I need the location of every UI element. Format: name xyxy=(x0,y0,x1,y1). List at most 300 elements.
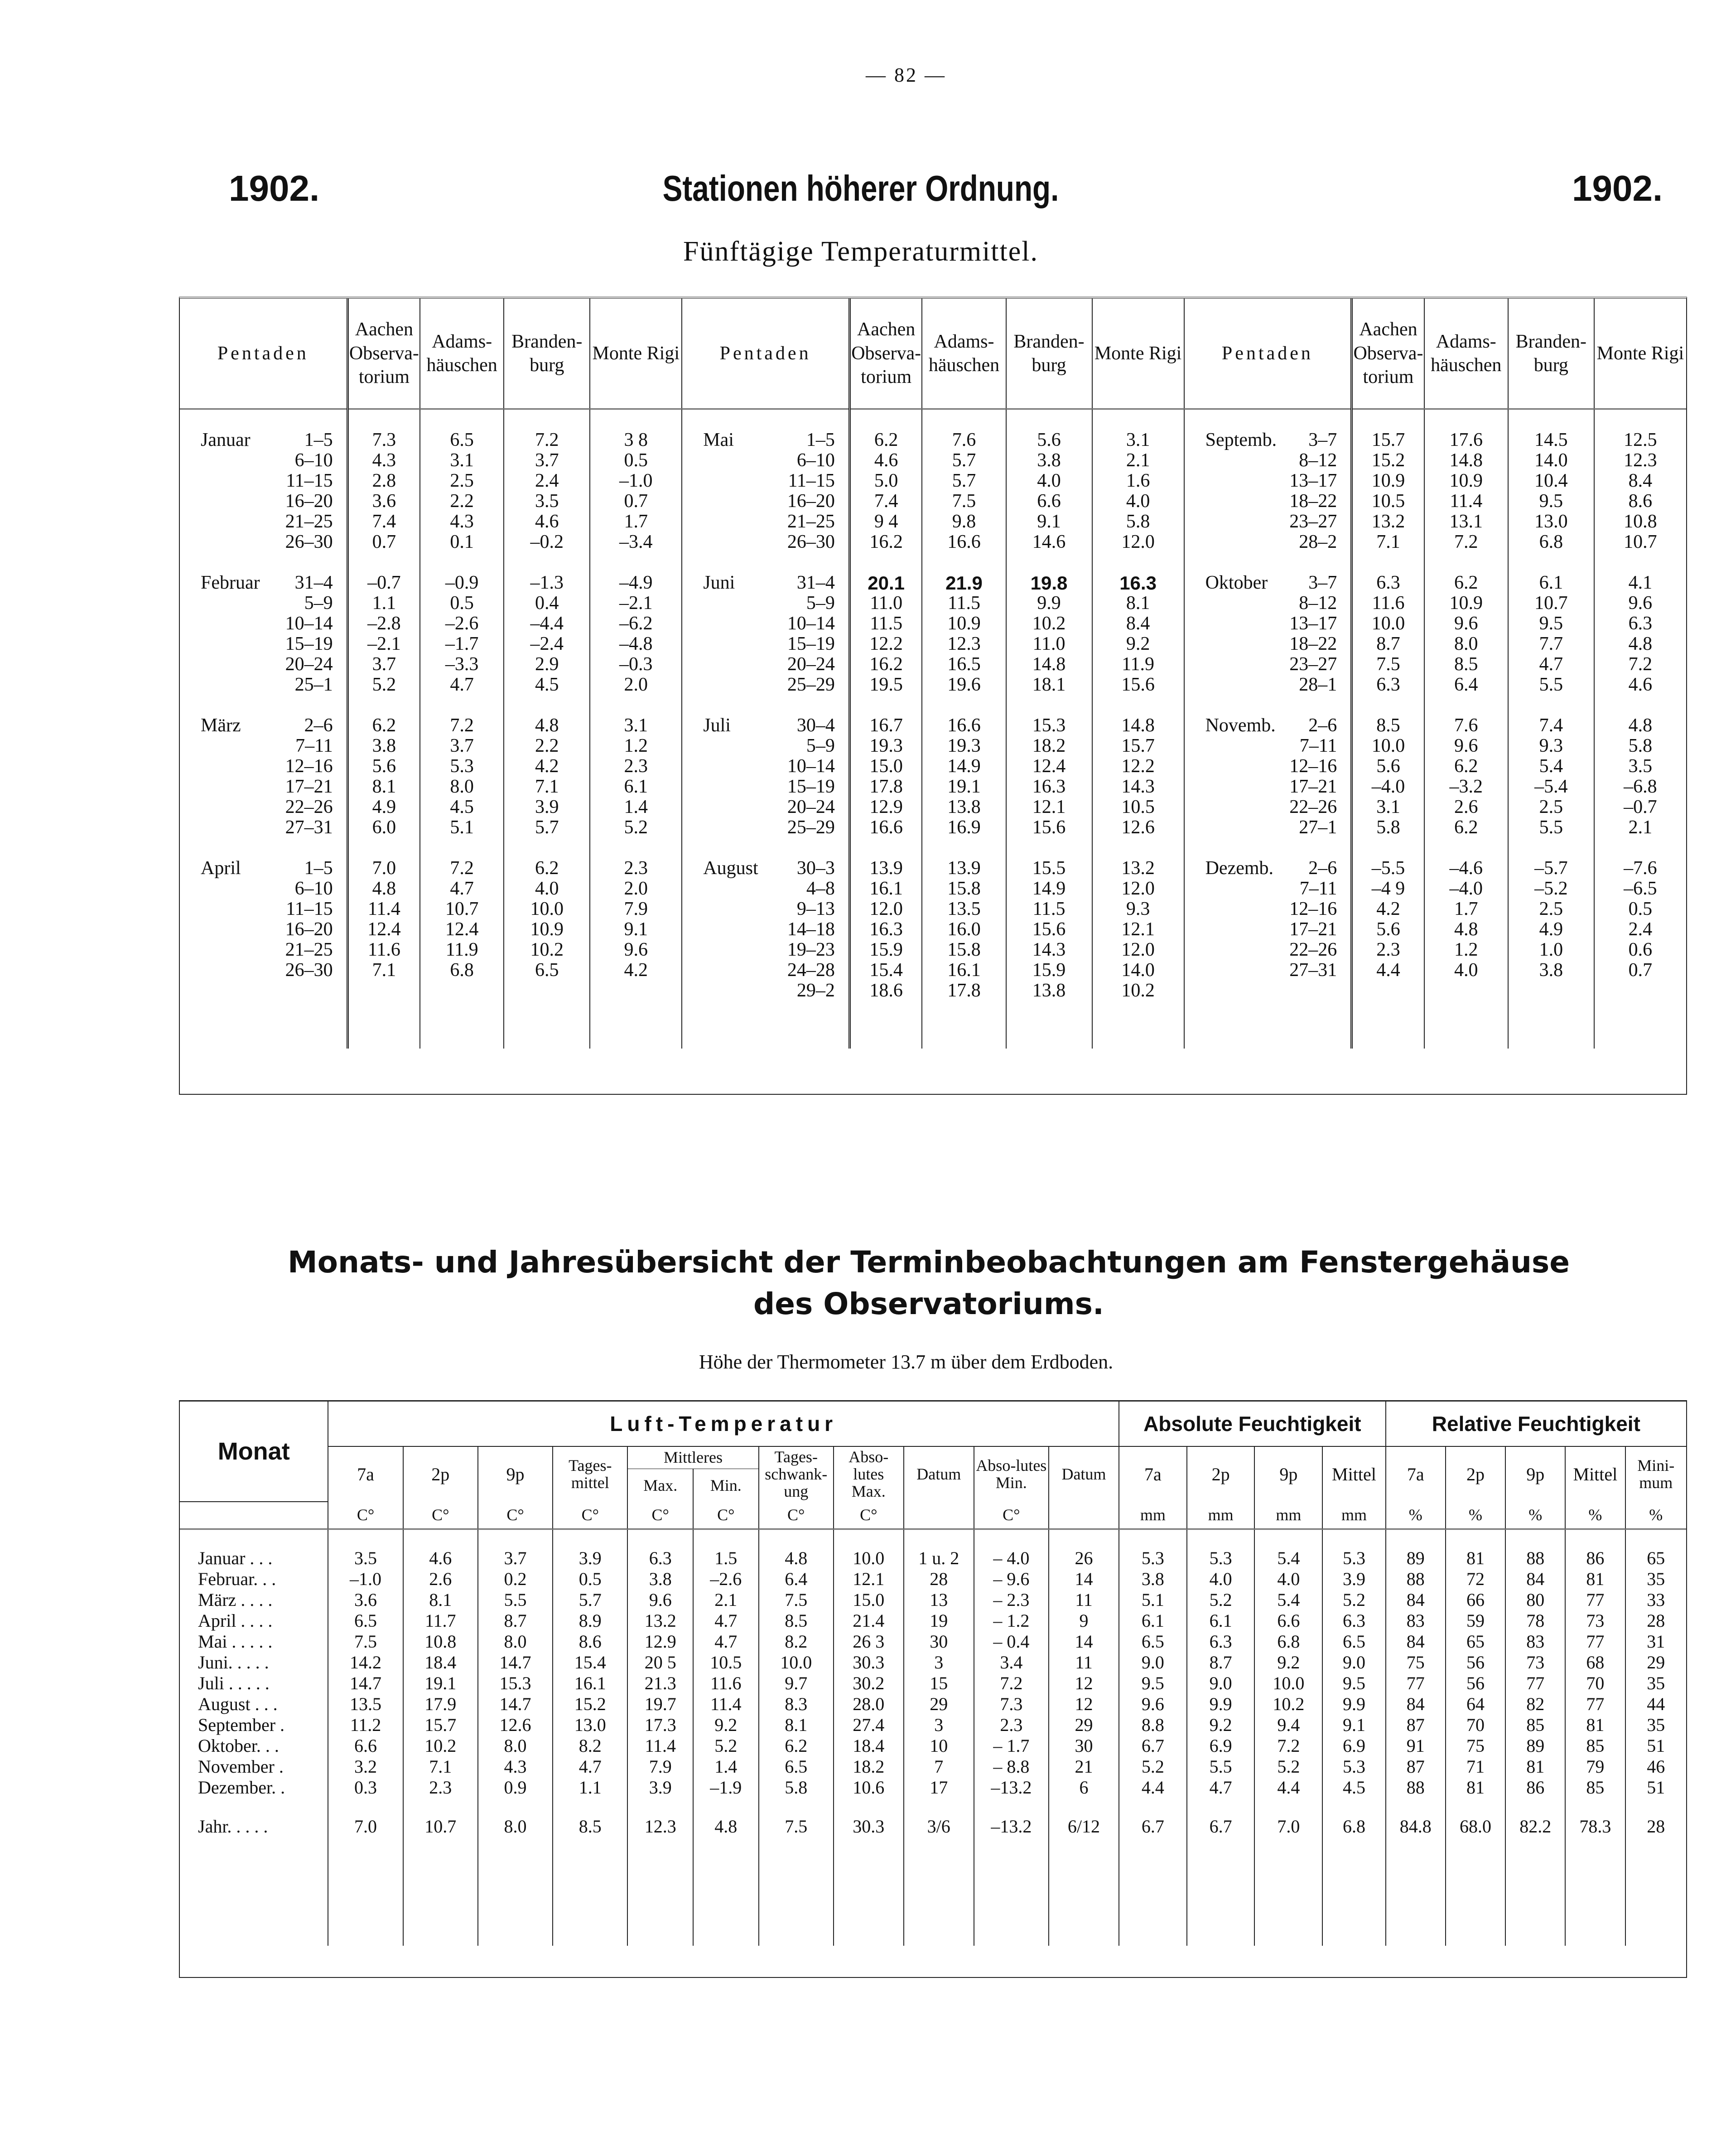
value-cell: 13.2 xyxy=(1352,512,1424,532)
month-label: Januar . . . xyxy=(198,1548,273,1569)
header-pentaden: Pentaden xyxy=(682,299,849,409)
value-cell: 10.4 xyxy=(1508,471,1594,491)
unit-empty xyxy=(904,1502,974,1529)
value-cell: 6.8 xyxy=(1254,1631,1322,1652)
value-cell: 9.6 xyxy=(1594,593,1686,614)
pentade-label xyxy=(180,797,347,817)
spacer-cell xyxy=(1006,409,1092,430)
value-cell: 10.2 xyxy=(1254,1694,1322,1715)
unit-mm: mm xyxy=(1119,1502,1187,1529)
spacer-cell xyxy=(1322,1529,1385,1548)
pentade-label xyxy=(180,654,347,675)
value-cell: 10.8 xyxy=(1594,512,1686,532)
value-cell: 11.0 xyxy=(849,593,922,614)
value-cell: 7.4 xyxy=(347,512,420,532)
value-cell: 4.6 xyxy=(504,512,590,532)
value-cell: 5.2 xyxy=(1254,1756,1322,1777)
value-cell: 1.5 xyxy=(693,1548,759,1569)
value-cell: 12.4 xyxy=(420,919,504,940)
value-cell: 0.4 xyxy=(504,593,590,614)
value-cell: 18.2 xyxy=(1006,736,1092,756)
value-cell: 7.5 xyxy=(759,1816,834,1837)
pentade-range: 5–9 xyxy=(806,593,835,614)
table-row xyxy=(180,573,1686,593)
pentade-label xyxy=(1184,960,1352,981)
pentade-label xyxy=(180,736,347,756)
value-cell: 2.3 xyxy=(1352,940,1424,960)
value-cell: 6.1 xyxy=(590,777,682,797)
value-cell: 14.9 xyxy=(922,756,1006,777)
table-row xyxy=(180,756,1686,777)
value-cell: 70 xyxy=(1446,1715,1505,1735)
value-cell: 8.0 xyxy=(478,1816,553,1837)
value-cell: –2.1 xyxy=(590,593,682,614)
pentade-range: 30–4 xyxy=(796,715,835,736)
value-cell: 3.9 xyxy=(1322,1569,1385,1590)
value-cell: 80 xyxy=(1505,1590,1565,1610)
value-cell: 30.2 xyxy=(834,1673,904,1694)
table-row xyxy=(180,919,1686,940)
table-row xyxy=(180,471,1686,491)
value-cell: 17.3 xyxy=(627,1715,693,1735)
spacer-cell xyxy=(849,1021,922,1049)
spacer-cell xyxy=(922,552,1006,573)
spacer-cell xyxy=(478,1837,553,1946)
value-cell: 4.7 xyxy=(420,879,504,899)
value-cell: 8.0 xyxy=(478,1631,553,1652)
pentade-range: 9–13 xyxy=(796,899,835,919)
value-cell: 13.0 xyxy=(553,1715,627,1735)
value-cell: 9 4 xyxy=(849,512,922,532)
value-cell: 8.6 xyxy=(553,1631,627,1652)
monthly-table xyxy=(179,1400,1687,1978)
spacer-cell xyxy=(1092,552,1184,573)
value-cell: –13.2 xyxy=(974,1777,1049,1798)
value-cell: 0.5 xyxy=(553,1569,627,1590)
value-cell: 9.0 xyxy=(1187,1673,1255,1694)
value-cell xyxy=(1424,981,1508,1001)
value-cell: 1.6 xyxy=(1092,471,1184,491)
pentade-range: 13–17 xyxy=(1289,470,1337,491)
value-cell: 7.2 xyxy=(1254,1735,1322,1756)
unit-percent: % xyxy=(1446,1502,1505,1529)
spacer-cell xyxy=(420,695,504,715)
spacer-cell xyxy=(1508,838,1594,858)
pentade-range: 13–17 xyxy=(1289,613,1337,634)
pentade-range: 27–1 xyxy=(1299,817,1337,838)
value-cell: 4.0 xyxy=(1424,960,1508,981)
spacer-cell xyxy=(1446,1837,1505,1946)
value-cell: 0.6 xyxy=(1594,940,1686,960)
value-cell: 15.5 xyxy=(1006,858,1092,879)
table-row xyxy=(180,450,1686,471)
header-pentaden: Pentaden xyxy=(180,299,347,409)
table-row xyxy=(180,817,1686,838)
value-cell: 15.9 xyxy=(1006,960,1092,981)
table-row xyxy=(180,1548,1686,1569)
value-cell: 11.4 xyxy=(693,1694,759,1715)
pentade-range: 12–16 xyxy=(1289,899,1337,919)
value-cell: 8.0 xyxy=(420,777,504,797)
value-cell: 2.1 xyxy=(693,1590,759,1610)
value-cell: 6.8 xyxy=(420,960,504,981)
value-cell: 7.2 xyxy=(1594,654,1686,675)
value-cell: 10.9 xyxy=(1424,471,1508,491)
value-cell: – 0.4 xyxy=(974,1631,1049,1652)
month-label: September . xyxy=(198,1715,285,1735)
header-luft-temperatur: Luft-Temperatur xyxy=(328,1402,1119,1446)
value-cell: 5.2 xyxy=(1322,1590,1385,1610)
value-cell: 12.0 xyxy=(1092,940,1184,960)
value-cell: 79 xyxy=(1565,1756,1625,1777)
spacer-cell xyxy=(180,1001,347,1021)
value-cell: 6.7 xyxy=(1119,1735,1187,1756)
value-cell: 8.2 xyxy=(759,1631,834,1652)
spacer-cell xyxy=(478,1798,553,1816)
pentade-label xyxy=(180,919,347,940)
value-cell: 10.2 xyxy=(504,940,590,960)
spacer-cell xyxy=(1625,1837,1687,1946)
pentade-label xyxy=(1184,430,1352,450)
header-min: Min. xyxy=(693,1469,759,1502)
spacer-cell xyxy=(1424,838,1508,858)
value-cell: 4.7 xyxy=(1508,654,1594,675)
pentade-label xyxy=(1184,981,1352,1001)
value-cell: 5.6 xyxy=(1352,919,1424,940)
value-cell: 1.7 xyxy=(590,512,682,532)
unit-c: C° xyxy=(834,1502,904,1529)
spacer-cell xyxy=(759,1798,834,1816)
pentade-label xyxy=(1184,940,1352,960)
value-cell: 9.2 xyxy=(1254,1652,1322,1673)
value-cell: 5.8 xyxy=(759,1777,834,1798)
value-cell: 15.4 xyxy=(849,960,922,981)
spacer-cell xyxy=(553,1529,627,1548)
value-cell xyxy=(590,981,682,1001)
pentade-range: 17–21 xyxy=(285,776,333,797)
value-cell: 6.5 xyxy=(1322,1631,1385,1652)
pentade-label xyxy=(180,715,347,736)
value-cell: 6.6 xyxy=(1254,1610,1322,1631)
value-cell: 5.7 xyxy=(553,1590,627,1610)
spacer-cell xyxy=(849,409,922,430)
value-cell: 6.5 xyxy=(328,1610,403,1631)
value-cell: – 1.7 xyxy=(974,1735,1049,1756)
pentade-range: 20–24 xyxy=(285,654,333,675)
month-label: Februar. . . xyxy=(198,1569,276,1590)
pentade-label xyxy=(682,450,849,471)
spacer-cell xyxy=(1184,1001,1352,1021)
spacer-cell xyxy=(1119,1837,1187,1946)
pentade-range: 26–30 xyxy=(285,532,333,552)
table-row xyxy=(180,899,1686,919)
value-cell: 4.2 xyxy=(1352,899,1424,919)
value-cell: 0.5 xyxy=(590,450,682,471)
header-adams: Adams-häuschen xyxy=(420,299,504,409)
value-cell: 6.6 xyxy=(1006,491,1092,512)
value-cell: 9.9 xyxy=(1006,593,1092,614)
value-cell: 5.8 xyxy=(1092,512,1184,532)
value-cell: 84 xyxy=(1505,1569,1565,1590)
value-cell: 7.4 xyxy=(1508,715,1594,736)
spacer-cell xyxy=(904,1529,974,1548)
value-cell: 10.2 xyxy=(1092,981,1184,1001)
value-cell: 14.3 xyxy=(1006,940,1092,960)
value-cell: 7.9 xyxy=(590,899,682,919)
spacer-cell xyxy=(849,695,922,715)
pentade-label xyxy=(682,817,849,838)
spacer-cell xyxy=(504,409,590,430)
value-cell: 51 xyxy=(1625,1777,1687,1798)
header-2p: 2p xyxy=(403,1446,478,1502)
value-cell: 0.5 xyxy=(420,593,504,614)
value-cell xyxy=(420,981,504,1001)
pentade-range: 7–11 xyxy=(1299,735,1337,756)
value-cell: 81 xyxy=(1565,1569,1625,1590)
value-cell: 5.8 xyxy=(1594,736,1686,756)
value-cell: –0.7 xyxy=(347,573,420,593)
pentade-label xyxy=(682,715,849,736)
value-cell: 4.0 xyxy=(1187,1569,1255,1590)
value-cell: 20.1 xyxy=(849,573,922,593)
spacer-cell xyxy=(1322,1837,1385,1946)
unit-percent: % xyxy=(1625,1502,1687,1529)
value-cell: 2.0 xyxy=(590,675,682,695)
value-cell: 3.7 xyxy=(478,1548,553,1569)
value-cell: 2.0 xyxy=(590,879,682,899)
value-cell: 9.2 xyxy=(1187,1715,1255,1735)
pentade-label xyxy=(682,899,849,919)
value-cell: 77 xyxy=(1565,1590,1625,1610)
pentade-range: 18–22 xyxy=(1289,491,1337,512)
value-cell: 86 xyxy=(1505,1777,1565,1798)
value-cell: 91 xyxy=(1386,1735,1446,1756)
spacer-cell xyxy=(759,1529,834,1548)
value-cell: 11.9 xyxy=(420,940,504,960)
value-cell xyxy=(504,981,590,1001)
value-cell: 3.5 xyxy=(328,1548,403,1569)
value-cell: 7.5 xyxy=(922,491,1006,512)
value-cell: 10.0 xyxy=(834,1548,904,1569)
spacer-cell xyxy=(1352,409,1424,430)
pentade-label xyxy=(682,614,849,634)
pentade-label xyxy=(180,879,347,899)
header-datum: Datum xyxy=(1049,1446,1119,1502)
value-cell: 3.7 xyxy=(504,450,590,471)
value-cell: 15.9 xyxy=(849,940,922,960)
value-cell: 81 xyxy=(1565,1715,1625,1735)
month-label: Juli . . . . . xyxy=(198,1673,270,1694)
header-abs-9p: 9p xyxy=(1254,1446,1322,1502)
spacer-cell xyxy=(553,1837,627,1946)
spacer-cell xyxy=(759,1837,834,1946)
value-cell: 8.1 xyxy=(403,1590,478,1610)
pentade-label xyxy=(682,777,849,797)
value-cell: 85 xyxy=(1565,1735,1625,1756)
value-cell: 18.6 xyxy=(849,981,922,1001)
header-aachen: Aachen Observa-torium xyxy=(849,299,922,409)
spacer-cell xyxy=(347,409,420,430)
pentade-label xyxy=(1184,654,1352,675)
pentade-label xyxy=(180,430,347,450)
value-cell: 33 xyxy=(1625,1590,1687,1610)
value-cell: 10.9 xyxy=(1424,593,1508,614)
spacer-cell xyxy=(693,1837,759,1946)
header-rel-9p: 9p xyxy=(1505,1446,1565,1502)
table-row xyxy=(180,1715,1686,1735)
header-abs-7a: 7a xyxy=(1119,1446,1187,1502)
table-row xyxy=(180,512,1686,532)
month-name: Septemb. xyxy=(1205,430,1277,450)
value-cell: 2.3 xyxy=(974,1715,1049,1735)
value-cell: 5.5 xyxy=(1508,817,1594,838)
pentade-label xyxy=(180,960,347,981)
value-cell: 30.3 xyxy=(834,1652,904,1673)
pentade-range: 2–6 xyxy=(1308,715,1337,736)
value-cell: –5.2 xyxy=(1508,879,1594,899)
value-cell: 4.7 xyxy=(1187,1777,1255,1798)
value-cell: 5.2 xyxy=(590,817,682,838)
pentade-label xyxy=(1184,471,1352,491)
month-label: April . . . . xyxy=(198,1610,273,1631)
value-cell: 6.5 xyxy=(504,960,590,981)
value-cell: 14.0 xyxy=(1508,450,1594,471)
monthly-table-body xyxy=(180,1529,1686,1946)
pentade-label xyxy=(1184,450,1352,471)
value-cell: 46 xyxy=(1625,1756,1687,1777)
value-cell: 6.2 xyxy=(1424,573,1508,593)
value-cell: 16.1 xyxy=(922,960,1006,981)
value-cell: 9.1 xyxy=(1322,1715,1385,1735)
value-cell: 4.2 xyxy=(504,756,590,777)
spacer-cell xyxy=(180,1837,328,1946)
pentade-range: 29–2 xyxy=(796,980,835,1001)
value-cell: 11.5 xyxy=(849,614,922,634)
value-cell: 5.2 xyxy=(347,675,420,695)
value-cell: 11.4 xyxy=(347,899,420,919)
value-cell: 0.9 xyxy=(478,1777,553,1798)
spacer-cell xyxy=(420,838,504,858)
spacer-cell xyxy=(504,695,590,715)
value-cell: 5.3 xyxy=(1322,1548,1385,1569)
table-row xyxy=(180,614,1686,634)
value-cell: 10.7 xyxy=(1594,532,1686,552)
pentade-range: 19–23 xyxy=(787,939,835,960)
value-cell: 4.3 xyxy=(478,1756,553,1777)
value-cell: 6.1 xyxy=(1187,1610,1255,1631)
value-cell: 3.8 xyxy=(1006,450,1092,471)
value-cell: –2.8 xyxy=(347,614,420,634)
pentade-label xyxy=(1184,756,1352,777)
value-cell: 21.9 xyxy=(922,573,1006,593)
value-cell: 15.6 xyxy=(1006,919,1092,940)
value-cell: 11 xyxy=(1049,1652,1119,1673)
value-cell: 18.4 xyxy=(403,1652,478,1673)
spacer-cell xyxy=(834,1529,904,1548)
value-cell: 1.4 xyxy=(590,797,682,817)
value-cell: 14.8 xyxy=(1092,715,1184,736)
value-cell: 6.2 xyxy=(347,715,420,736)
value-cell: 56 xyxy=(1446,1673,1505,1694)
value-cell: 9.5 xyxy=(1119,1673,1187,1694)
value-cell: 6.8 xyxy=(1508,532,1594,552)
value-cell: 10.0 xyxy=(1352,614,1424,634)
pentade-label xyxy=(1184,777,1352,797)
pentade-label xyxy=(1184,919,1352,940)
spacer-cell xyxy=(347,838,420,858)
value-cell: 6.2 xyxy=(849,430,922,450)
spacer-cell xyxy=(627,1529,693,1548)
spacer-cell xyxy=(1322,1798,1385,1816)
table-row xyxy=(180,797,1686,817)
value-cell: –6.2 xyxy=(590,614,682,634)
header-rel-mittel: Mittel xyxy=(1565,1446,1625,1502)
pentade-range: 21–25 xyxy=(285,511,333,532)
pentade-range: 16–20 xyxy=(787,491,835,512)
table-row xyxy=(180,777,1686,797)
spacer-cell xyxy=(1505,1798,1565,1816)
pentade-range: 14–18 xyxy=(787,919,835,940)
value-cell: 59 xyxy=(1446,1610,1505,1631)
value-cell: 9 xyxy=(1049,1610,1119,1631)
spacer-cell xyxy=(904,1837,974,1946)
value-cell: 2.6 xyxy=(1424,797,1508,817)
spacer-cell xyxy=(180,552,347,573)
value-cell: 4.4 xyxy=(1119,1777,1187,1798)
value-cell: 9.6 xyxy=(590,940,682,960)
spacer-cell xyxy=(328,1798,403,1816)
header-tagesmittel: Tages-mittel xyxy=(553,1446,627,1502)
value-cell: 17.9 xyxy=(403,1694,478,1715)
header-pentaden: Pentaden xyxy=(1184,299,1352,409)
value-cell: 4.2 xyxy=(590,960,682,981)
table-row xyxy=(180,879,1686,899)
spacer-cell xyxy=(849,552,922,573)
spacer-cell xyxy=(1352,695,1424,715)
value-cell: 8.4 xyxy=(1594,471,1686,491)
pentade-label xyxy=(682,858,849,879)
header-datum: Datum xyxy=(904,1446,974,1502)
spacer-cell xyxy=(180,1021,347,1049)
spacer-cell xyxy=(590,409,682,430)
value-cell: 65 xyxy=(1446,1631,1505,1652)
value-cell: 12.3 xyxy=(1594,450,1686,471)
header-9p: 9p xyxy=(478,1446,553,1502)
value-cell: 1.2 xyxy=(1424,940,1508,960)
value-cell: 11.4 xyxy=(627,1735,693,1756)
header-mittleres: Mittleres xyxy=(627,1446,758,1469)
value-cell: 26 xyxy=(1049,1548,1119,1569)
value-cell: 11 xyxy=(1049,1590,1119,1610)
value-cell: 70 xyxy=(1565,1673,1625,1694)
value-cell: 6.3 xyxy=(1594,614,1686,634)
value-cell: 15.6 xyxy=(1006,817,1092,838)
pentade-label xyxy=(180,817,347,838)
pentade-label xyxy=(180,491,347,512)
value-cell: 15 xyxy=(904,1673,974,1694)
value-cell: 5.4 xyxy=(1508,756,1594,777)
value-cell: 7.6 xyxy=(1424,715,1508,736)
spacer-cell xyxy=(1254,1837,1322,1946)
value-cell: 16.6 xyxy=(922,532,1006,552)
value-cell: 13.0 xyxy=(1508,512,1594,532)
pentade-label xyxy=(180,593,347,614)
pentade-range: 25–29 xyxy=(787,817,835,838)
value-cell: 3.7 xyxy=(347,654,420,675)
spacer-cell xyxy=(347,695,420,715)
monthly-table-title-line1: Monats- und Jahresübersicht der Terminbeobachtungen am Fenstergehäuse xyxy=(287,1245,1570,1280)
pentade-range: 15–19 xyxy=(787,776,835,797)
